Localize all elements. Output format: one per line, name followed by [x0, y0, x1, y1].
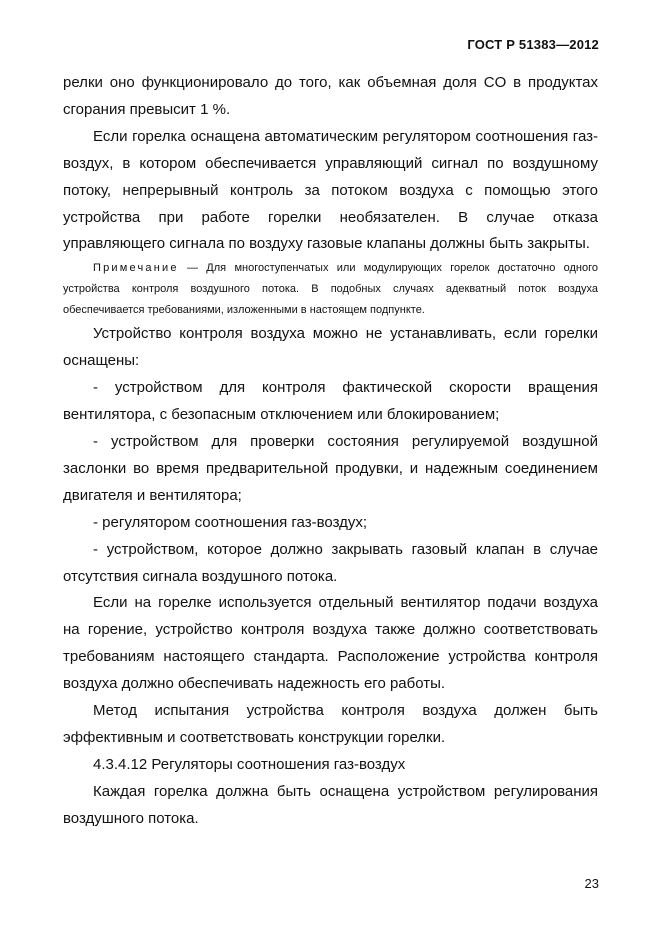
paragraph-regulator: Если горелка оснащена автоматическим регулятором соотношения газ-воздух, в котором обеспечивается управляющий сигнал по воздушному потоку, непрерывный контроль за потоком воздуха с помощью этого устройства при работе горелки необязателен. В случае отказа управляющего сигнала по воздуху газовые клапаны должны быть закрыты.: [63, 127, 598, 253]
section-heading: 4.3.4.12 Регуляторы соотношения газ-воздух: [93, 755, 406, 773]
document-header: ГОСТ Р 51383—2012: [467, 37, 599, 52]
paragraph-air-control-optional: Устройство контроля воздуха можно не устанавливать, если горелки оснащены:: [63, 325, 598, 370]
list-item: - регулятором соотношения газ-воздух;: [93, 513, 368, 531]
note: [63, 258, 598, 321]
paragraph-separate-fan: Если на горелке используется отдельный вентилятор подачи воздуха на горение, устройство контроля воздуха также должно соответствовать требованиям настоящего стандарта. Расположение устройства контроля воздуха должно обеспечивать надежность его работы.: [63, 594, 598, 693]
list-item: - устройством, которое должно закрывать газовый клапан в случае отсутствия сигнала воздушного потока.: [63, 540, 598, 585]
list-item: - устройством для проверки состояния регулируемой воздушной заслонки во время предварительной продувки, и надежным соединением двигателя и вентилятора;: [63, 432, 598, 504]
page-number: 23: [584, 876, 599, 891]
paragraph-continuation: релки оно функционировало до того, как объемная доля CO в продуктах сгорания превысит 1 %.: [63, 74, 598, 118]
document-body: [63, 70, 598, 833]
paragraph-airflow-regulation: Каждая горелка должна быть оснащена устройством регулирования воздушного потока.: [63, 782, 598, 827]
list-item: - устройством для контроля фактической скорости вращения вентилятора, с безопасным отключением или блокированием;: [63, 379, 598, 424]
paragraph-test-method: Метод испытания устройства контроля воздуха должен быть эффективным и соответствовать конструкции горелки.: [63, 702, 598, 746]
note-label: Примечание: [93, 262, 179, 275]
note-text: — Для многоступенчатых или модулирующих горелок достаточно одного устройства контроля воздушного потока. В подобных случаях адекватный поток воздуха обеспечивается требованиями, изложенными в настоящем подпункте.: [63, 262, 598, 317]
